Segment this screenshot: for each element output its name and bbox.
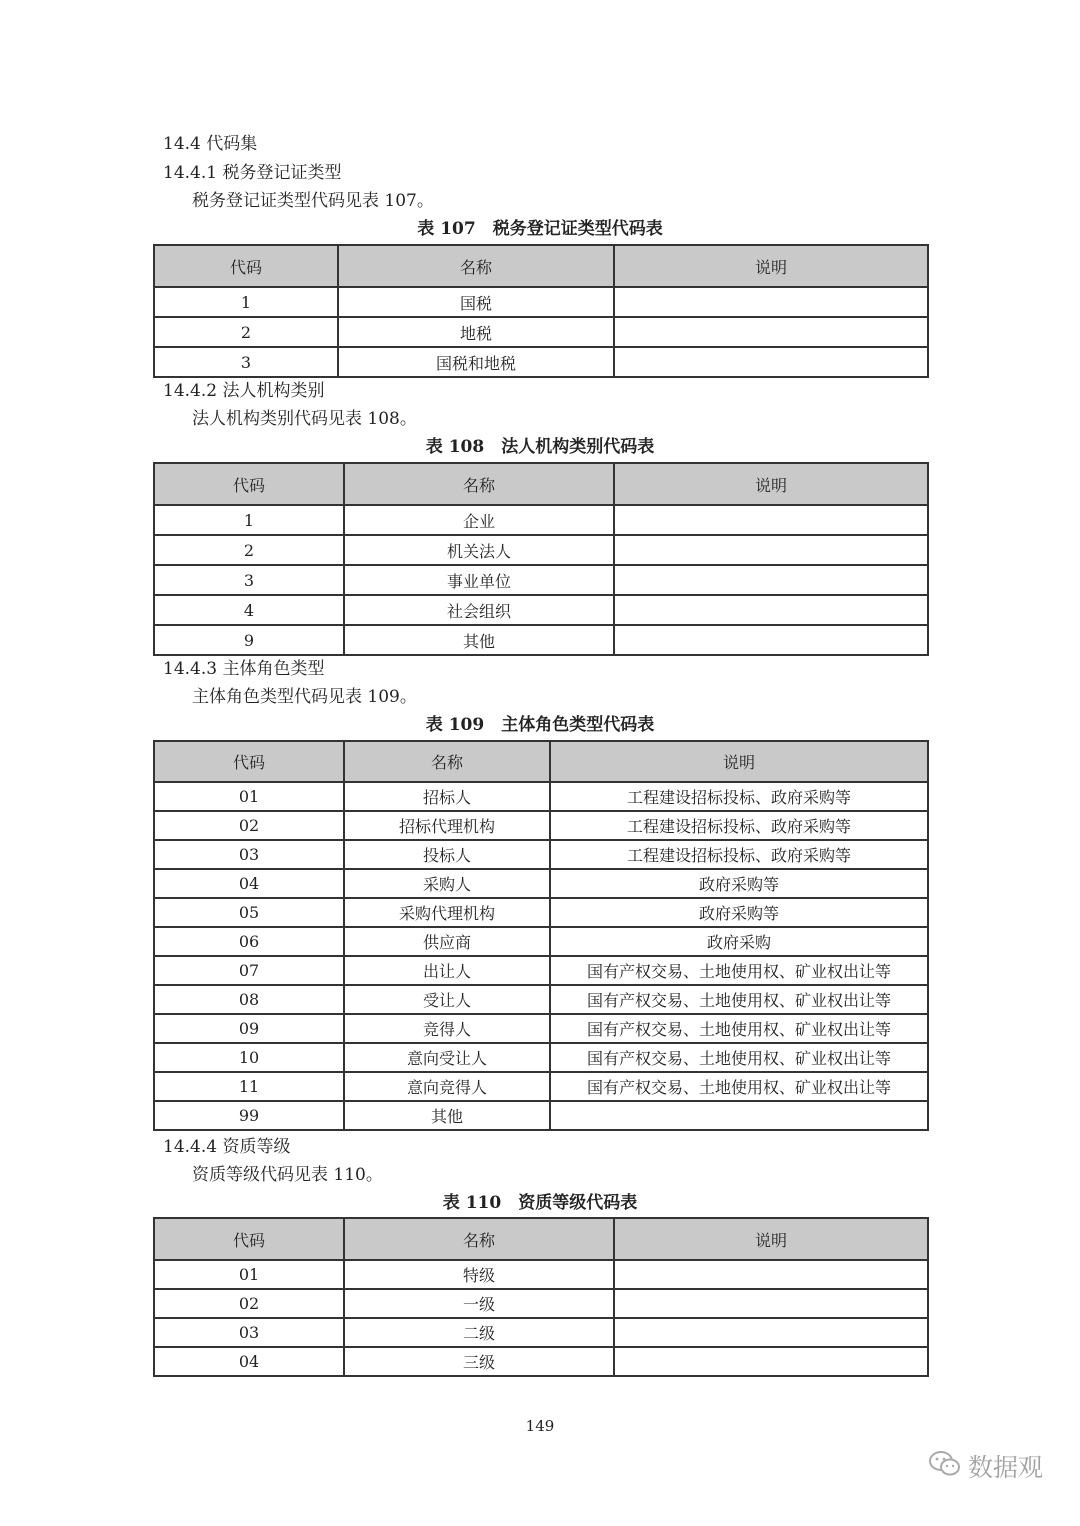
cell-code: 03: [154, 840, 344, 869]
table-row: [154, 1014, 928, 1043]
cell-desc: [614, 317, 928, 347]
cell-desc: 工程建设招标投标、政府采购等: [550, 840, 928, 869]
caption-109: 表 109 主体角色类型代码表: [425, 715, 655, 735]
table-row: [154, 1101, 928, 1130]
intro-109: 主体角色类型代码见表 109。: [192, 687, 417, 707]
cell-name: 意向竞得人: [344, 1072, 550, 1101]
table-row: [154, 898, 928, 927]
cell-name: 二级: [344, 1318, 614, 1347]
cell-desc: [614, 1289, 928, 1318]
cell-code: 3: [154, 347, 338, 377]
intro-107: 税务登记证类型代码见表 107。: [192, 191, 434, 211]
section-heading-14-4-3: 14.4.3 主体角色类型: [163, 659, 325, 679]
header-name: 名称: [344, 1218, 614, 1260]
cell-code: 05: [154, 898, 344, 927]
table-row: [154, 317, 928, 347]
cell-desc: [550, 1101, 928, 1130]
cell-desc: 国有产权交易、土地使用权、矿业权出让等: [550, 985, 928, 1014]
intro-108: 法人机构类别代码见表 108。: [192, 409, 417, 429]
header-desc: 说明: [614, 245, 928, 287]
table-row: [154, 1260, 928, 1289]
cell-desc: [614, 287, 928, 317]
watermark-text: 数据观: [968, 1453, 1044, 1482]
cell-name: 受让人: [344, 985, 550, 1014]
cell-name: 招标代理机构: [344, 811, 550, 840]
cell-code: 01: [154, 782, 344, 811]
table-row: [154, 1289, 928, 1318]
cell-name: 招标人: [344, 782, 550, 811]
header-name: 名称: [338, 245, 614, 287]
watermark: [928, 1448, 1043, 1484]
cell-desc: [614, 505, 928, 535]
header-code: 代码: [154, 741, 344, 782]
section-heading-14-4-4: 14.4.4 资质等级: [163, 1137, 291, 1157]
table-row: [154, 927, 928, 956]
cell-name: 国税: [338, 287, 614, 317]
table-row: [154, 535, 928, 565]
header-code: 代码: [154, 1218, 344, 1260]
wechat-icon: [928, 1449, 962, 1483]
header-name: 名称: [344, 741, 550, 782]
cell-name: 竞得人: [344, 1014, 550, 1043]
cell-code: 08: [154, 985, 344, 1014]
cell-desc: 国有产权交易、土地使用权、矿业权出让等: [550, 956, 928, 985]
section-heading-14-4-1: 14.4.1 税务登记证类型: [163, 163, 342, 183]
header-code: 代码: [154, 245, 338, 287]
cell-name: 一级: [344, 1289, 614, 1318]
cell-desc: [614, 535, 928, 565]
cell-name: 三级: [344, 1347, 614, 1376]
table-row: [154, 565, 928, 595]
header-desc: 说明: [614, 1218, 928, 1260]
cell-name: 事业单位: [344, 565, 614, 595]
table-row: [154, 811, 928, 840]
intro-110: 资质等级代码见表 110。: [192, 1165, 383, 1185]
page-number: 149: [525, 1417, 555, 1435]
cell-name: 特级: [344, 1260, 614, 1289]
cell-desc: [614, 595, 928, 625]
cell-code: 06: [154, 927, 344, 956]
cell-name: 其他: [344, 625, 614, 655]
cell-desc: [614, 1318, 928, 1347]
table-row: [154, 1347, 928, 1376]
cell-name: 采购人: [344, 869, 550, 898]
cell-name: 意向受让人: [344, 1043, 550, 1072]
table-row: [154, 595, 928, 625]
table-107: [153, 244, 929, 378]
cell-desc: 国有产权交易、土地使用权、矿业权出让等: [550, 1014, 928, 1043]
cell-desc: [614, 1347, 928, 1376]
cell-code: 11: [154, 1072, 344, 1101]
caption-110: 表 110 资质等级代码表: [442, 1193, 638, 1213]
cell-code: 9: [154, 625, 344, 655]
cell-desc: 工程建设招标投标、政府采购等: [550, 782, 928, 811]
section-heading-14-4: 14.4 代码集: [163, 134, 258, 154]
cell-name: 采购代理机构: [344, 898, 550, 927]
header-code: 代码: [154, 463, 344, 505]
cell-code: 02: [154, 811, 344, 840]
cell-code: 04: [154, 1347, 344, 1376]
table-108: [153, 462, 929, 656]
table-row: [154, 625, 928, 655]
cell-name: 其他: [344, 1101, 550, 1130]
section-heading-14-4-2: 14.4.2 法人机构类别: [163, 381, 325, 401]
cell-desc: 政府采购等: [550, 898, 928, 927]
cell-name: 国税和地税: [338, 347, 614, 377]
caption-107: 表 107 税务登记证类型代码表: [417, 219, 663, 239]
table-109: [153, 740, 929, 1131]
cell-code: 1: [154, 505, 344, 535]
cell-code: 99: [154, 1101, 344, 1130]
cell-name: 地税: [338, 317, 614, 347]
cell-desc: [614, 347, 928, 377]
table-row: [154, 347, 928, 377]
table-row: [154, 782, 928, 811]
cell-code: 07: [154, 956, 344, 985]
table-row: [154, 505, 928, 535]
table-row: [154, 840, 928, 869]
cell-name: 投标人: [344, 840, 550, 869]
cell-code: 2: [154, 535, 344, 565]
cell-desc: 国有产权交易、土地使用权、矿业权出让等: [550, 1043, 928, 1072]
table-110: [153, 1217, 929, 1377]
cell-code: 03: [154, 1318, 344, 1347]
cell-name: 企业: [344, 505, 614, 535]
cell-name: 社会组织: [344, 595, 614, 625]
table-row: [154, 1072, 928, 1101]
caption-108: 表 108 法人机构类别代码表: [425, 437, 655, 457]
cell-desc: [614, 625, 928, 655]
header-desc: 说明: [550, 741, 928, 782]
cell-desc: [614, 565, 928, 595]
cell-code: 02: [154, 1289, 344, 1318]
cell-name: 出让人: [344, 956, 550, 985]
cell-desc: 政府采购等: [550, 869, 928, 898]
table-row: [154, 1043, 928, 1072]
cell-code: 2: [154, 317, 338, 347]
table-row: [154, 1318, 928, 1347]
header-desc: 说明: [614, 463, 928, 505]
cell-desc: [614, 1260, 928, 1289]
cell-code: 1: [154, 287, 338, 317]
cell-code: 04: [154, 869, 344, 898]
cell-name: 机关法人: [344, 535, 614, 565]
cell-desc: 工程建设招标投标、政府采购等: [550, 811, 928, 840]
table-row: [154, 956, 928, 985]
cell-desc: 国有产权交易、土地使用权、矿业权出让等: [550, 1072, 928, 1101]
cell-code: 10: [154, 1043, 344, 1072]
table-row: [154, 287, 928, 317]
cell-desc: 政府采购: [550, 927, 928, 956]
cell-code: 4: [154, 595, 344, 625]
header-name: 名称: [344, 463, 614, 505]
table-row: [154, 869, 928, 898]
cell-code: 01: [154, 1260, 344, 1289]
cell-code: 3: [154, 565, 344, 595]
cell-name: 供应商: [344, 927, 550, 956]
cell-code: 09: [154, 1014, 344, 1043]
table-row: [154, 985, 928, 1014]
